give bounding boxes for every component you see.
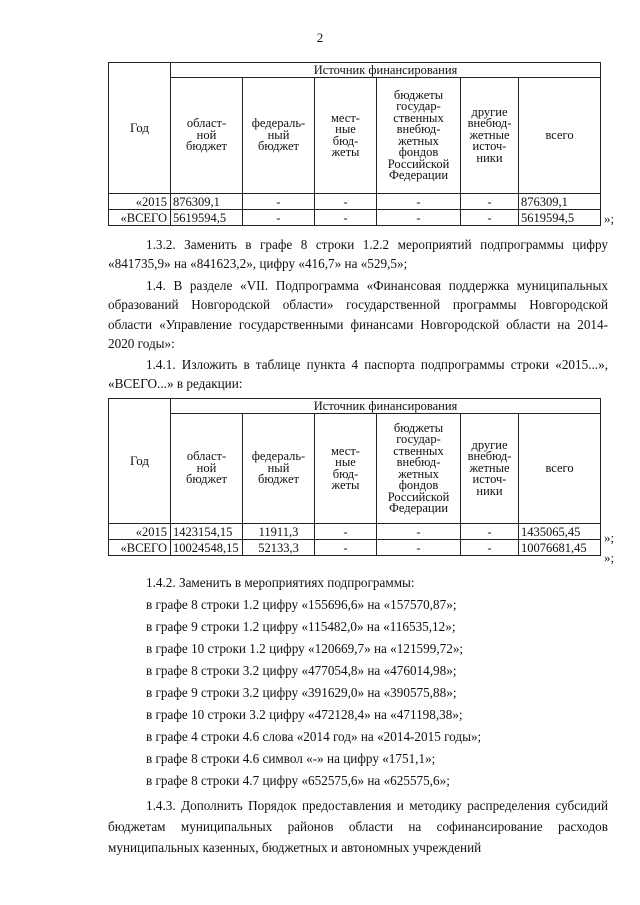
header-regional-budget: област- ной бюджет	[171, 414, 243, 524]
paragraph-1-4-2-heading: 1.4.2. Заменить в мероприятиях подпрограммы:	[146, 575, 415, 590]
header-local-budgets: мест- ные бюд- жеты	[315, 78, 377, 194]
header-federal-budget: федераль- ный бюджет	[243, 78, 315, 194]
cell-total: 10076681,45	[519, 540, 601, 556]
header-year: Год	[109, 63, 171, 194]
cell-local: -	[315, 524, 377, 540]
financing-table-2	[108, 398, 601, 556]
cell-local: -	[315, 194, 377, 210]
header-federal-budget: федераль- ный бюджет	[243, 414, 315, 524]
paragraph-1-4-3: 1.4.3. Дополнить Порядок предоставления и методику распределения субсидий бюджетам муниципальных районов области на софинансирование расходов муниципальных казенных, бюджетных и автономных учреждений	[108, 798, 608, 855]
cell-funds: -	[377, 194, 461, 210]
row-year: «ВСЕГО	[109, 540, 171, 556]
cell-other: -	[461, 194, 519, 210]
cell-regional: 876309,1	[171, 194, 243, 210]
cell-regional: 5619594,5	[171, 210, 243, 226]
header-local-budgets: мест- ные бюд- жеты	[315, 414, 377, 524]
paragraph-1-4-1: 1.4.1. Изложить в таблице пункта 4 паспорта подпрограммы строки «2015...», «ВСЕГО...» в редакции:	[108, 357, 608, 392]
table-row	[109, 524, 601, 540]
cell-other: -	[461, 540, 519, 556]
list-item: в графе 9 строки 3.2 цифру «391629,0» на «390575,88»;	[146, 685, 457, 700]
cell-federal: -	[243, 210, 315, 226]
table-row	[109, 194, 601, 210]
header-extrabudgetary-funds: бюджеты государ- ственных внебюд- жетных фондов Российской Федерации	[377, 78, 461, 194]
paragraph-1-3-2: 1.3.2. Заменить в графе 8 строки 1.2.2 мероприятий подпрограммы цифру «841735,9» на «841623,2», цифру «416,7» на «529,5»;	[108, 237, 608, 272]
paragraph-1-4: 1.4. В разделе «VII. Подпрограмма «Финансовая поддержка муниципальных образований Новгородской области» государственной программы Новгородской области «Управление государственными финансами Новгородской области на 2014-2020 годы»:	[108, 278, 608, 351]
cell-total: 1435065,45	[519, 524, 601, 540]
cell-local: -	[315, 540, 377, 556]
cell-local: -	[315, 210, 377, 226]
list-item: в графе 4 строки 4.6 слова «2014 год» на «2014-2015 годы»;	[146, 729, 482, 744]
row-suffix: »;	[604, 530, 615, 545]
table-row	[109, 540, 601, 556]
list-item: в графе 8 строки 1.2 цифру «155696,6» на «157570,87»;	[146, 597, 457, 612]
cell-funds: -	[377, 540, 461, 556]
cell-regional: 1423154,15	[171, 524, 243, 540]
cell-other: -	[461, 524, 519, 540]
cell-federal: 11911,3	[243, 524, 315, 540]
cell-regional: 10024548,15	[171, 540, 243, 556]
header-other-sources: другие внебюд- жетные источ- ники	[461, 414, 519, 524]
row-year: «2015	[109, 524, 171, 540]
cell-total: 5619594,5	[519, 210, 601, 226]
header-other-sources: другие внебюд- жетные источ- ники	[461, 78, 519, 194]
cell-funds: -	[377, 524, 461, 540]
header-year: Год	[109, 399, 171, 524]
header-total: всего	[519, 78, 601, 194]
header-financing-source: Источник финансирования	[171, 63, 601, 78]
cell-funds: -	[377, 210, 461, 226]
list-item: в графе 8 строки 4.7 цифру «652575,6» на «625575,6»;	[146, 773, 450, 788]
row-suffix: »;	[604, 211, 615, 226]
row-year: «ВСЕГО	[109, 210, 171, 226]
list-item: в графе 10 строки 1.2 цифру «120669,7» на «121599,72»;	[146, 641, 464, 656]
header-regional-budget: област- ной бюджет	[171, 78, 243, 194]
financing-table-1	[108, 62, 601, 226]
list-item: в графе 10 строки 3.2 цифру «472128,4» на «471198,38»;	[146, 707, 463, 722]
row-suffix: »;	[604, 550, 615, 565]
cell-federal: -	[243, 194, 315, 210]
header-financing-source: Источник финансирования	[171, 399, 601, 414]
cell-total: 876309,1	[519, 194, 601, 210]
table-row	[109, 210, 601, 226]
cell-other: -	[461, 210, 519, 226]
list-item: в графе 8 строки 3.2 цифру «477054,8» на «476014,98»;	[146, 663, 457, 678]
cell-federal: 52133,3	[243, 540, 315, 556]
list-item: в графе 8 строки 4.6 символ «-» на цифру «1751,1»;	[146, 751, 436, 766]
list-item: в графе 9 строки 1.2 цифру «115482,0» на «116535,12»;	[146, 619, 456, 634]
page-number: 2	[316, 30, 324, 45]
header-extrabudgetary-funds: бюджеты государ- ственных внебюд- жетных фондов Российской Федерации	[377, 414, 461, 524]
header-total: всего	[519, 414, 601, 524]
row-year: «2015	[109, 194, 171, 210]
